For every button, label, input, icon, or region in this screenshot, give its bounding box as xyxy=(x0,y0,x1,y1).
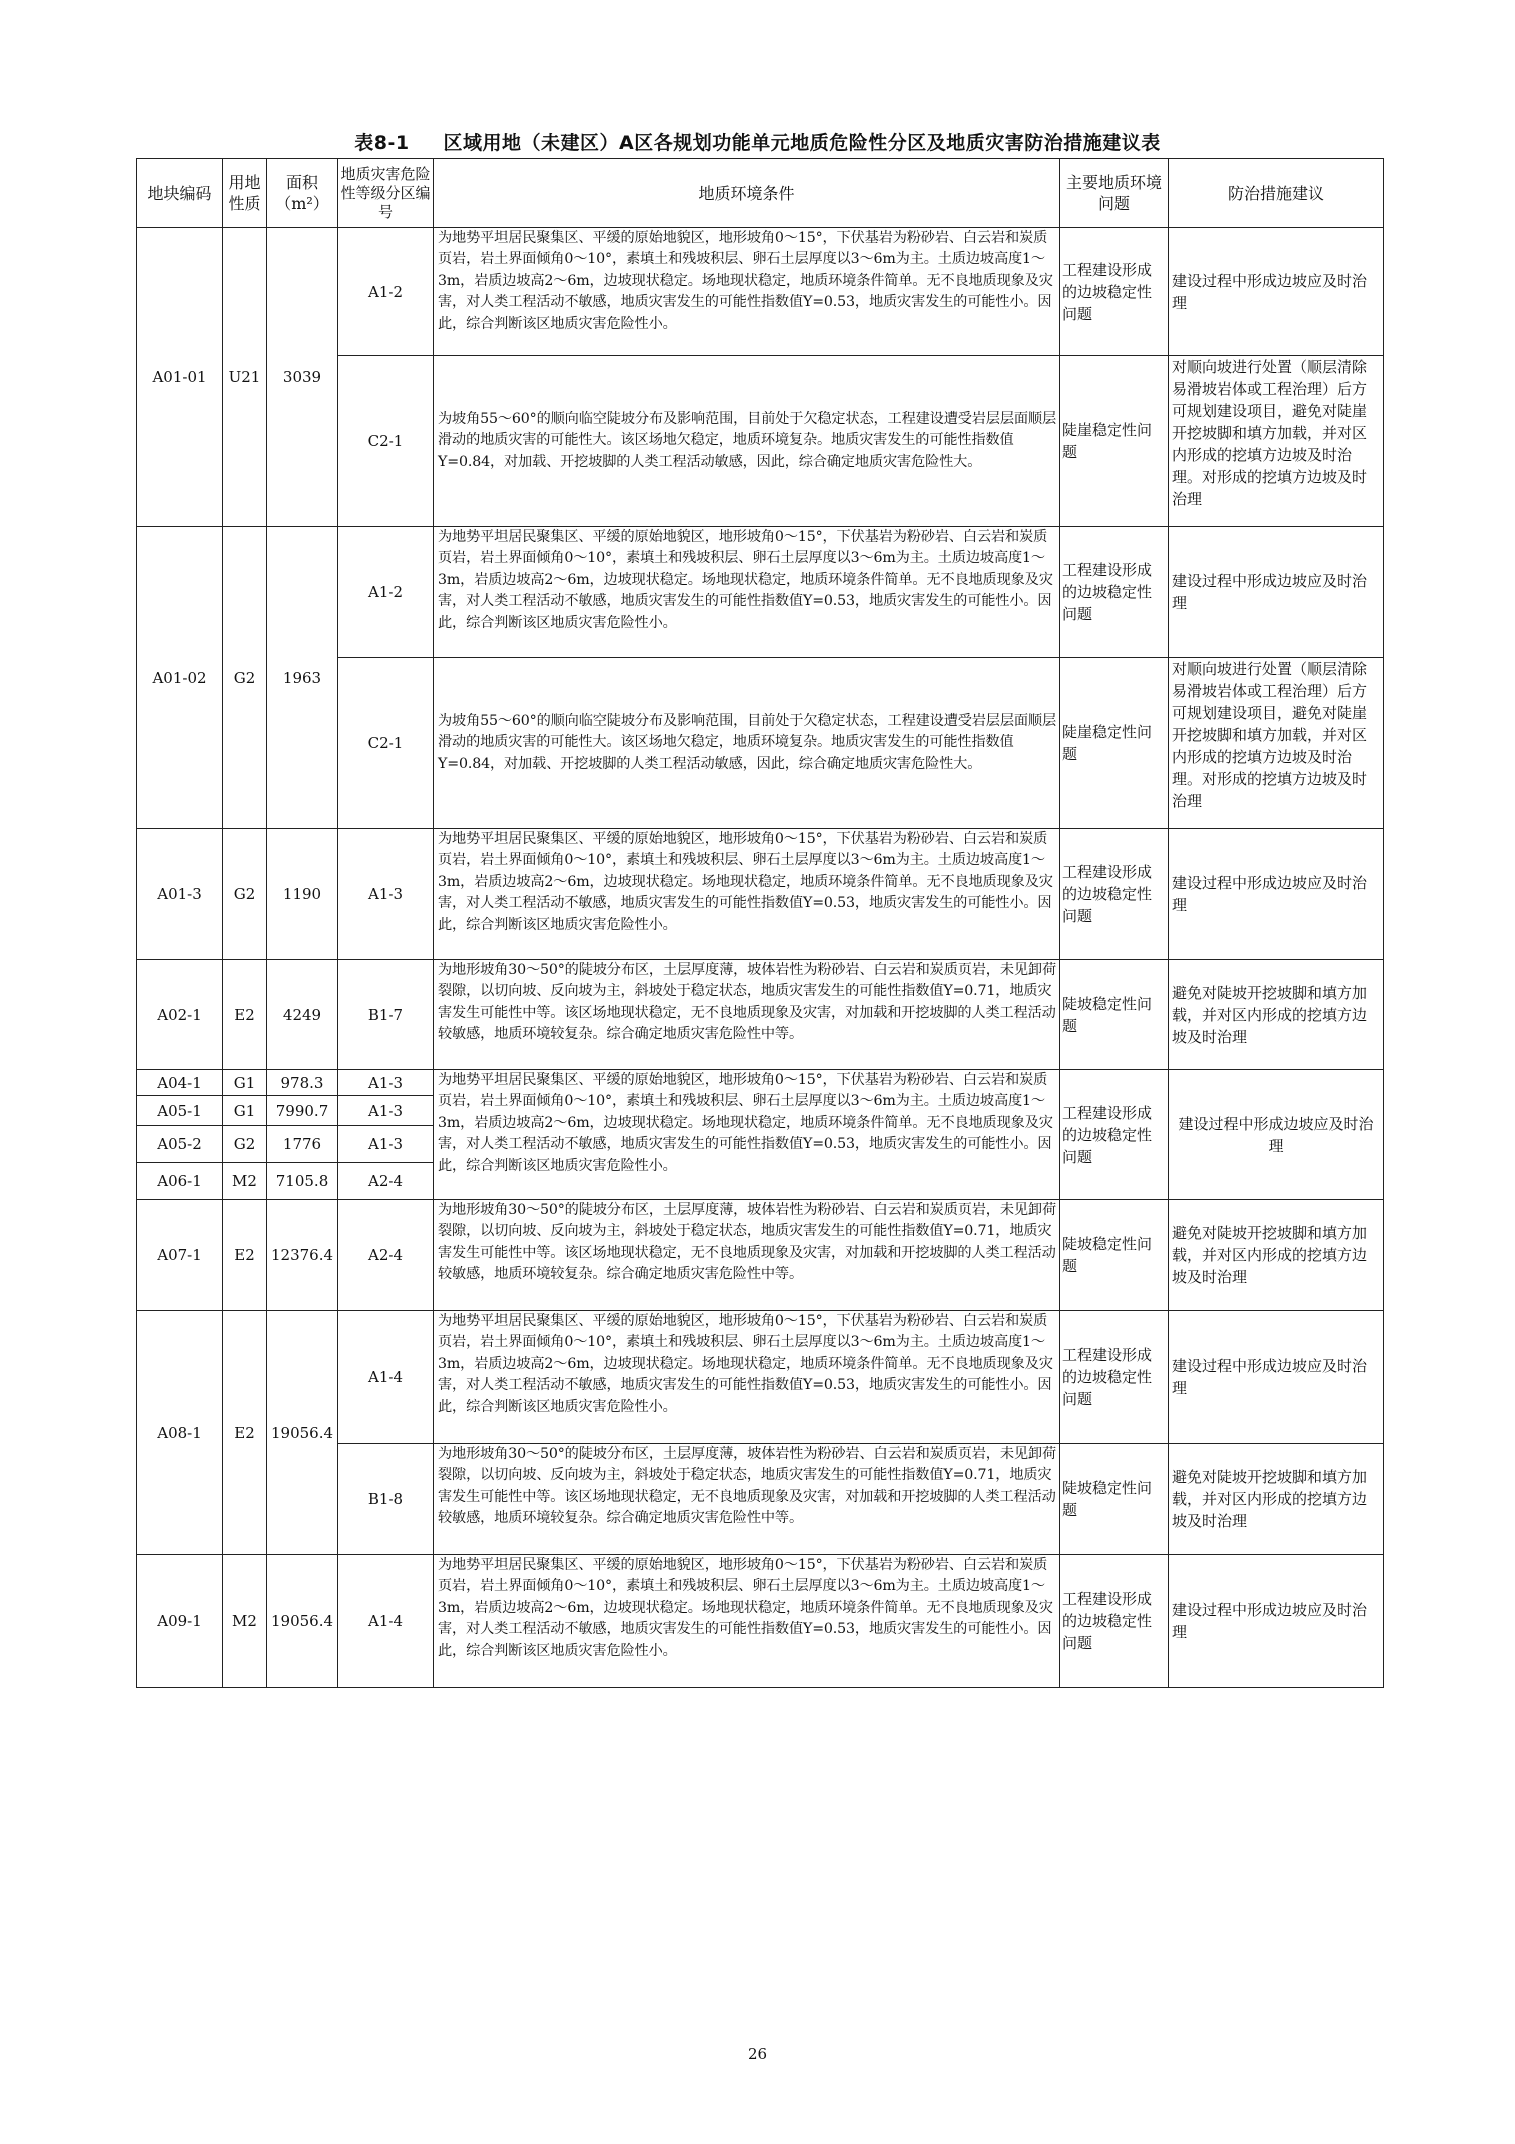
table-row xyxy=(137,527,1384,658)
zone-code: B1-7 xyxy=(338,960,434,1070)
block-code: A09-1 xyxy=(137,1555,223,1688)
condition-text: 为坡角55～60°的顺向临空陡坡分布及影响范围，目前处于欠稳定状态，工程建设遭受岩层层面顺层滑动的地质灾害的可能性大。该区场地欠稳定，地质环境复杂。地质灾害发生的可能性指数值Y=0.84，对加载、开挖坡脚的人类工程活动敏感，因此，综合确定地质灾害危险性大。 xyxy=(434,356,1060,527)
issue-text: 工程建设形成的边坡稳定性问题 xyxy=(1060,228,1169,356)
land-type: G2 xyxy=(223,829,267,960)
condition-text xyxy=(434,527,1060,658)
issue-text: 陡崖稳定性问题 xyxy=(1060,658,1169,829)
advice-text: 建设过程中形成边坡应及时治理 xyxy=(1169,1311,1384,1444)
issue-text: 陡崖稳定性问题 xyxy=(1060,356,1169,527)
area-value: 7105.8 xyxy=(267,1162,338,1199)
issue-text: 工程建设形成的边坡稳定性问题 xyxy=(1060,829,1169,960)
issue-text: 工程建设形成的边坡稳定性问题 xyxy=(1060,1070,1169,1200)
condition-clip: 为地势平坦居民聚集区、平缓的原始地貌区，地形坡角0～15°，下伏基岩为粉砂岩、白云岩和炭质页岩，岩土界面倾角0～10°，素填土和残坡积层、卵石土层厚度以3～6m为主。土质边坡高度1～3m，岩质边坡高2～6m，边坡现状稳定。场地现状稳定，地质环境条件简单。无不良地质现象及灾害，对人类工程活动不敏感，地质灾害发生的可能性指数值Y=0.53，地质灾害发生的可能性小。因此，综合判断该区地质灾害危险性小。 xyxy=(438,230,1053,332)
advice-text: 建设过程中形成边坡应及时治理 xyxy=(1169,1070,1384,1200)
advice-clip: 对顺向坡进行处置（顺层清除易滑坡岩体或工程治理）后方可规划建设项目，避免对陡崖开挖坡脚和填方加载，并对区内形成的挖填方边坡及时治理。对形成的挖填方边坡及时治理 xyxy=(1172,660,1368,810)
block-code: A01-02 xyxy=(137,527,223,829)
header-issues: 主要地质环境问题 xyxy=(1060,159,1169,228)
advice-text xyxy=(1169,658,1384,829)
advice-text: 避免对陡坡开挖坡脚和填方加载，并对区内形成的挖填方边坡及时治理 xyxy=(1169,960,1384,1070)
land-type: G2 xyxy=(223,1126,267,1162)
land-type: G2 xyxy=(223,527,267,829)
block-code: A08-1 xyxy=(137,1311,223,1555)
land-type: E2 xyxy=(223,1200,267,1311)
land-type: G1 xyxy=(223,1070,267,1096)
table-row xyxy=(137,1070,1384,1096)
condition-text xyxy=(434,228,1060,356)
zone-code: A1-3 xyxy=(338,1096,434,1126)
issue-text: 工程建设形成的边坡稳定性问题 xyxy=(1060,1555,1169,1688)
condition-clip: 为地势平坦居民聚集区、平缓的原始地貌区，地形坡角0～15°，下伏基岩为粉砂岩、白云岩和炭质页岩，岩土界面倾角0～10°，素填土和残坡积层、卵石土层厚度以3～6m为主。土质边坡高度1～3m，岩质边坡高2～6m，边坡现状稳定。场地现状稳定，地质环境条件简单。无不良地质现象及灾害，对人类工程活动不敏感，地质灾害发生的可能性指数值Y=0.53，地质灾害发生的可能性小。因此，综合判断该区地质灾害危险性小。 xyxy=(438,1072,1053,1174)
header-land-type: 用地性质 xyxy=(223,159,267,228)
area-value: 19056.4 xyxy=(267,1555,338,1688)
issue-text: 陡坡稳定性问题 xyxy=(1060,1200,1169,1311)
advice-text xyxy=(1169,356,1384,527)
condition-clip: 为地形坡角30～50°的陡坡分布区，土层厚度薄，坡体岩性为粉砂岩、白云岩和炭质页岩，未见卸荷裂隙，以切向坡、反向坡为主，斜坡处于稳定状态，地质灾害发生的可能性指数值Y=0.71，地质灾害发生可能性中等。该区场地现状稳定，无不良地质现象及灾害，对加载和开挖坡脚的人类工程活动较敏感，地质环境较复杂。综合确定地质灾害危险性中等。 xyxy=(438,1446,1056,1527)
advice-text: 避免对陡坡开挖坡脚和填方加载，并对区内形成的挖填方边坡及时治理 xyxy=(1169,1200,1384,1311)
condition-text xyxy=(434,1311,1060,1444)
page-number: 26 xyxy=(747,2045,768,2063)
condition-clip: 为地势平坦居民聚集区、平缓的原始地貌区，地形坡角0～15°，下伏基岩为粉砂岩、白云岩和炭质页岩，岩土界面倾角0～10°，素填土和残坡积层、卵石土层厚度以3～6m为主。土质边坡高度1～3m，岩质边坡高2～6m，边坡现状稳定。场地现状稳定，地质环境条件简单。无不良地质现象及灾害，对人类工程活动不敏感，地质灾害发生的可能性指数值Y=0.53，地质灾害发生的可能性小。因此，综合判断该区地质灾害危险性小。 xyxy=(438,831,1053,933)
area-value: 1776 xyxy=(267,1126,338,1162)
condition-text xyxy=(434,829,1060,960)
area-value: 1190 xyxy=(267,829,338,960)
land-type: E2 xyxy=(223,1311,267,1555)
zone-code: A1-2 xyxy=(338,228,434,356)
area-value: 1963 xyxy=(267,527,338,829)
zone-code: A1-4 xyxy=(338,1555,434,1688)
block-code: A05-2 xyxy=(137,1126,223,1162)
area-value: 3039 xyxy=(267,228,338,527)
header-block-code: 地块编码 xyxy=(137,159,223,228)
condition-clip: 为地形坡角30～50°的陡坡分布区，土层厚度薄，坡体岩性为粉砂岩、白云岩和炭质页岩，未见卸荷裂隙，以切向坡、反向坡为主，斜坡处于稳定状态，地质灾害发生的可能性指数值Y=0.71，地质灾害发生可能性中等。该区场地现状稳定，无不良地质现象及灾害，对加载和开挖坡脚的人类工程活动较敏感，地质环境较复杂。综合确定地质灾害危险性中等。 xyxy=(438,962,1056,1043)
advice-text: 建设过程中形成边坡应及时治理 xyxy=(1169,829,1384,960)
land-type: E2 xyxy=(223,960,267,1070)
advice-clip: 对顺向坡进行处置（顺层清除易滑坡岩体或工程治理）后方可规划建设项目，避免对陡崖开挖坡脚和填方加载，并对区内形成的挖填方边坡及时治理。对形成的挖填方边坡及时治理 xyxy=(1172,358,1368,508)
zone-code: A1-2 xyxy=(338,527,434,658)
issue-text: 陡坡稳定性问题 xyxy=(1060,1444,1169,1555)
table-number: 表8-1 xyxy=(354,132,410,154)
zone-code: B1-8 xyxy=(338,1444,434,1555)
condition-text xyxy=(434,1444,1060,1555)
table-row xyxy=(137,829,1384,960)
zone-code: C2-1 xyxy=(338,658,434,829)
advice-text: 避免对陡坡开挖坡脚和填方加载，并对区内形成的挖填方边坡及时治理 xyxy=(1169,1444,1384,1555)
issue-text: 工程建设形成的边坡稳定性问题 xyxy=(1060,1311,1169,1444)
condition-clip: 为地势平坦居民聚集区、平缓的原始地貌区，地形坡角0～15°，下伏基岩为粉砂岩、白云岩和炭质页岩，岩土界面倾角0～10°，素填土和残坡积层、卵石土层厚度以3～6m为主。土质边坡高度1～3m，岩质边坡高2～6m，边坡现状稳定。场地现状稳定，地质环境条件简单。无不良地质现象及灾害，对人类工程活动不敏感，地质灾害发生的可能性指数值Y=0.53，地质灾害发生的可能性小。因此，综合判断该区地质灾害危险性小。 xyxy=(438,1557,1053,1659)
zone-code: C2-1 xyxy=(338,356,434,527)
condition-clip: 为地形坡角30～50°的陡坡分布区，土层厚度薄，坡体岩性为粉砂岩、白云岩和炭质页岩，未见卸荷裂隙，以切向坡、反向坡为主，斜坡处于稳定状态，地质灾害发生的可能性指数值Y=0.71，地质灾害发生可能性中等。该区场地现状稳定，无不良地质现象及灾害，对加载和开挖坡脚的人类工程活动较敏感，地质环境较复杂。综合确定地质灾害危险性中等。 xyxy=(438,1202,1056,1283)
condition-text xyxy=(434,1200,1060,1311)
area-value: 19056.4 xyxy=(267,1311,338,1555)
block-code: A06-1 xyxy=(137,1162,223,1199)
area-value: 12376.4 xyxy=(267,1200,338,1311)
advice-text: 建设过程中形成边坡应及时治理 xyxy=(1169,228,1384,356)
area-value: 7990.7 xyxy=(267,1096,338,1126)
area-value: 4249 xyxy=(267,960,338,1070)
condition-clip: 为地势平坦居民聚集区、平缓的原始地貌区，地形坡角0～15°，下伏基岩为粉砂岩、白云岩和炭质页岩，岩土界面倾角0～10°，素填土和残坡积层、卵石土层厚度以3～6m为主。土质边坡高度1～3m，岩质边坡高2～6m，边坡现状稳定。场地现状稳定，地质环境条件简单。无不良地质现象及灾害，对人类工程活动不敏感，地质灾害发生的可能性指数值Y=0.53，地质灾害发生的可能性小。因此，综合判断该区地质灾害危险性小。 xyxy=(438,1313,1053,1415)
table-row xyxy=(137,960,1384,1070)
block-code: A05-1 xyxy=(137,1096,223,1126)
land-type: M2 xyxy=(223,1555,267,1688)
header-row xyxy=(137,159,1384,228)
table-row xyxy=(137,1311,1384,1444)
zone-code: A1-3 xyxy=(338,1126,434,1162)
area-value: 978.3 xyxy=(267,1070,338,1096)
hazard-zoning-table xyxy=(136,158,1384,1688)
block-code: A02-1 xyxy=(137,960,223,1070)
issue-text: 工程建设形成的边坡稳定性问题 xyxy=(1060,527,1169,658)
condition-clip: 为地势平坦居民聚集区、平缓的原始地貌区，地形坡角0～15°，下伏基岩为粉砂岩、白云岩和炭质页岩，岩土界面倾角0～10°，素填土和残坡积层、卵石土层厚度以3～6m为主。土质边坡高度1～3m，岩质边坡高2～6m，边坡现状稳定。场地现状稳定，地质环境条件简单。无不良地质现象及灾害，对人类工程活动不敏感，地质灾害发生的可能性指数值Y=0.53，地质灾害发生的可能性小。因此，综合判断该区地质灾害危险性小。 xyxy=(438,529,1053,631)
land-type: U21 xyxy=(223,228,267,527)
condition-text: 为坡角55～60°的顺向临空陡坡分布及影响范围，目前处于欠稳定状态，工程建设遭受岩层层面顺层滑动的地质灾害的可能性大。该区场地欠稳定，地质环境复杂。地质灾害发生的可能性指数值Y=0.84，对加载、开挖坡脚的人类工程活动敏感，因此，综合确定地质灾害危险性大。 xyxy=(434,658,1060,829)
zone-code: A1-3 xyxy=(338,829,434,960)
condition-text xyxy=(434,1555,1060,1688)
condition-text xyxy=(434,960,1060,1070)
header-advice: 防治措施建议 xyxy=(1169,159,1384,228)
header-area: 面积（m²） xyxy=(267,159,338,228)
zone-code: A1-3 xyxy=(338,1070,434,1096)
table-row xyxy=(137,228,1384,356)
header-conditions: 地质环境条件 xyxy=(434,159,1060,228)
land-type: G1 xyxy=(223,1096,267,1126)
table-row xyxy=(137,1200,1384,1311)
block-code: A04-1 xyxy=(137,1070,223,1096)
advice-text: 建设过程中形成边坡应及时治理 xyxy=(1169,527,1384,658)
zone-code: A1-4 xyxy=(338,1311,434,1444)
block-code: A07-1 xyxy=(137,1200,223,1311)
land-type: M2 xyxy=(223,1162,267,1199)
table-caption: 区域用地（未建区）A区各规划功能单元地质危险性分区及地质灾害防治措施建议表 xyxy=(443,132,1161,154)
block-code: A01-3 xyxy=(137,829,223,960)
issue-text: 陡坡稳定性问题 xyxy=(1060,960,1169,1070)
condition-text xyxy=(434,1070,1060,1200)
zone-code: A2-4 xyxy=(338,1200,434,1311)
header-zone-code: 地质灾害危险性等级分区编号 xyxy=(338,159,434,228)
block-code: A01-01 xyxy=(137,228,223,527)
table-row xyxy=(137,1555,1384,1688)
table-title xyxy=(0,128,1515,155)
advice-text: 建设过程中形成边坡应及时治理 xyxy=(1169,1555,1384,1688)
zone-code: A2-4 xyxy=(338,1162,434,1199)
